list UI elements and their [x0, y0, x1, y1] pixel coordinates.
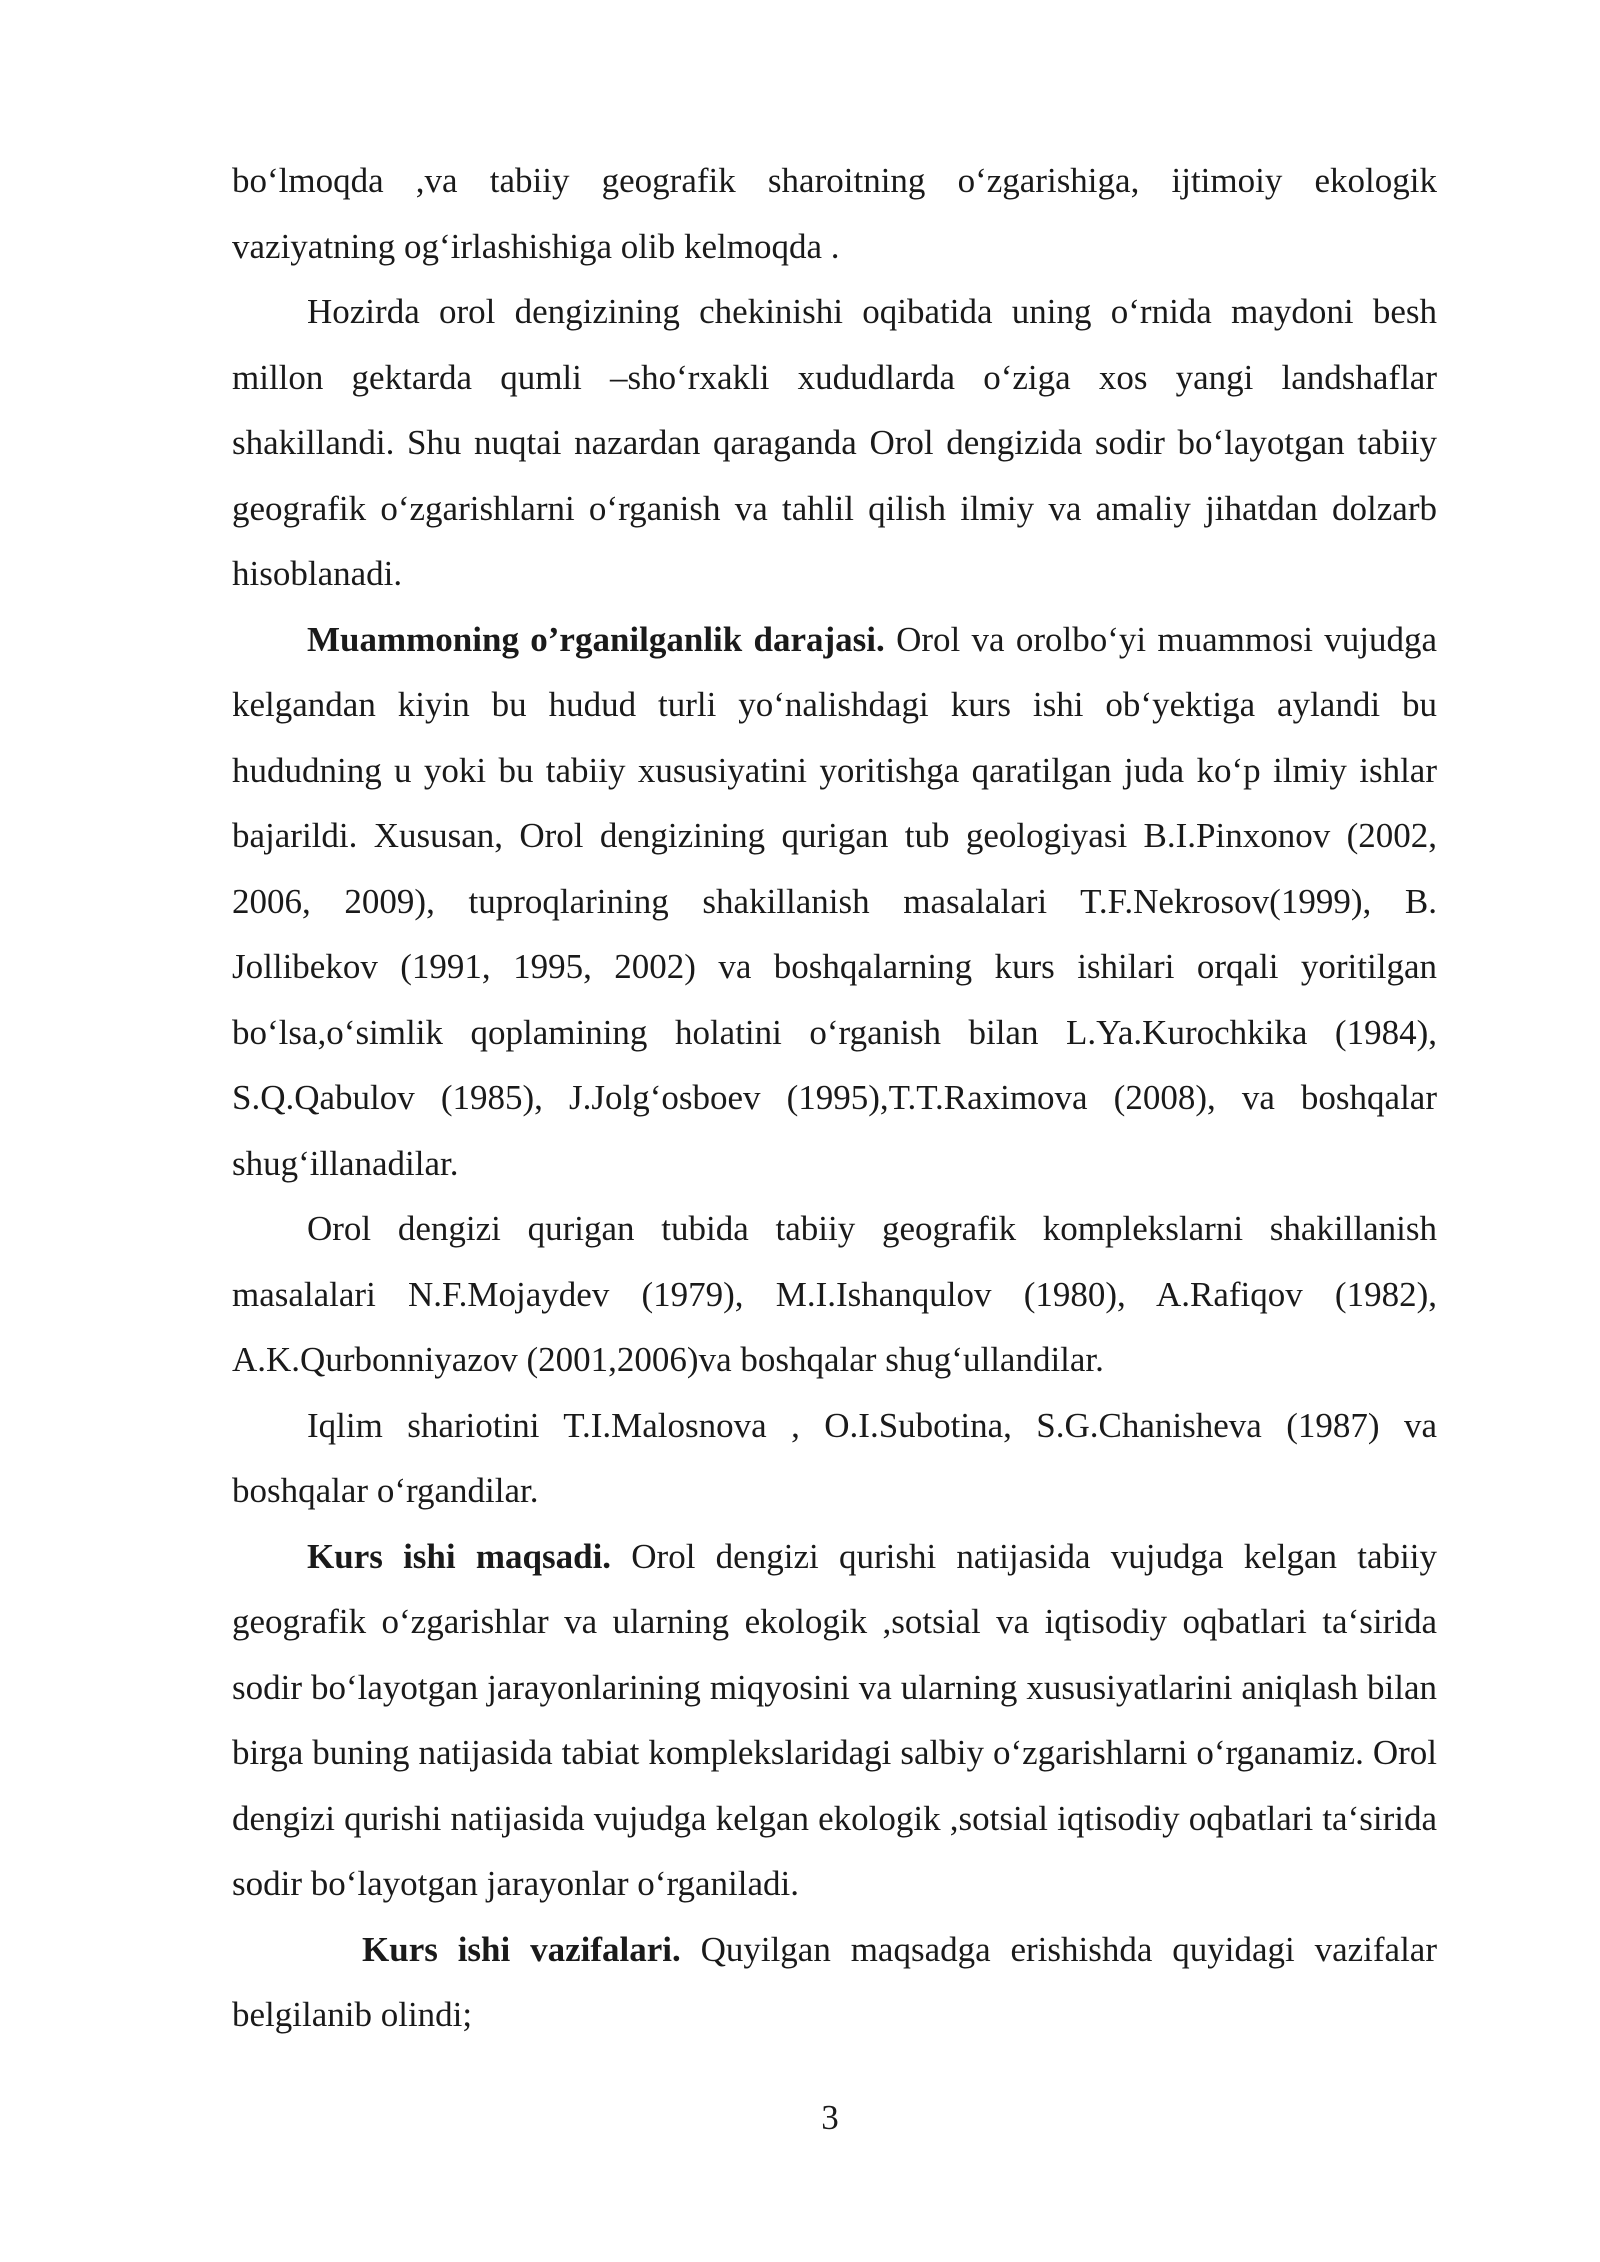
document-page	[232, 148, 1437, 2048]
section-heading-goal: Kurs ishi maqsadi.	[307, 1536, 612, 1576]
section-heading-tasks: Kurs ishi vazifalari.	[362, 1929, 681, 1969]
paragraph-text: Orol va orolbo‘yi muammosi vujudga kelgandan kiyin bu hudud turli yo‘nalishdagi kurs ishi ob‘yektiga aylandi bu hududning u yoki bu tabiiy xususiyatini yoritishga qaratilgan juda ko‘p ilmiy ishlar bajarildi. Xususan, Orol dengizining qurigan tub geologiyasi B.I.Pinxonov (2002, 2006, 2009), tuproqlarining shakillanish masalalari T.F.Nekrosov(1999), B. Jollibekov (1991, 1995, 2002) va boshqalarning kurs ishilari orqali yoritilgan bo‘lsa,o‘simlik qoplamining holatini o‘rganish bilan L.Ya.Kurochkika (1984), S.Q.Qabulov (1985), J.Jolg‘osboev (1995),T.T.Raximova (2008), va boshqalar shug‘illanadilar.	[232, 619, 1437, 1183]
paragraph-intro-continuation	[232, 148, 1437, 279]
paragraph-text: Hozirda orol dengizining chekinishi oqibatida uning o‘rnida maydoni besh millon gektarda qumli –sho‘rxakli xududlarda o‘ziga xos yangi landshaflar shakillandi. Shu nuqtai nazardan qaraganda Orol dengizida sodir bo‘layotgan tabiiy geografik o‘zgarishlarni o‘rganish va tahlil qilish ilmiy va amaliy jihatdan dolzarb hisoblanadi.	[232, 292, 1437, 593]
paragraph-goal	[232, 1524, 1437, 1917]
paragraph-text: Quyilgan maqsadga erishishda quyidagi vazifalar belgilanib olindi;	[232, 1929, 1437, 2034]
section-heading-research-level: Muammoning o’rganilganlik darajasi.	[307, 619, 885, 659]
paragraph-text: bo‘lmoqda ,va tabiiy geografik sharoitning o‘zgarishiga, ijtimoiy ekologik vaziyatning og‘irlashishiga olib kelmoqda .	[232, 161, 1437, 266]
page-number: 3	[821, 2098, 839, 2137]
paragraph-complexes	[232, 1196, 1437, 1393]
paragraph-text: Orol dengizi qurishi natijasida vujudga kelgan tabiiy geografik o‘zgarishlar va ularning ekologik ,sotsial va iqtisodiy oqbatlari ta‘sirida sodir bo‘layotgan jarayonlarining miqyosini va ularning xususiyatlarini aniqlash bilan birga buning natijasida tabiat komplekslaridagi salbiy o‘zgarishlarni o‘rganamiz. Orol dengizi qurishi natijasida vujudga kelgan ekologik ,sotsial iqtisodiy oqbatlari ta‘sirida sodir bo‘layotgan jarayonlar o‘rganiladi.	[232, 1536, 1438, 1903]
paragraph-climate	[232, 1393, 1437, 1524]
paragraph-tasks	[232, 1917, 1437, 2048]
paragraph-research-level	[232, 607, 1437, 1197]
paragraph-text: Iqlim shariotini T.I.Malosnova , O.I.Subotina, S.G.Chanisheva (1987) va boshqalar o‘rgandilar.	[232, 1405, 1437, 1510]
paragraph-text: Orol dengizi qurigan tubida tabiiy geografik komplekslarni shakillanish masalalari N.F.Mojaydev (1979), M.I.Ishanqulov (1980), A.Rafiqov (1982), A.K.Qurbonniyazov (2001,2006)va boshqalar shug‘ullandilar.	[232, 1209, 1437, 1379]
paragraph-current-situation	[232, 279, 1437, 607]
